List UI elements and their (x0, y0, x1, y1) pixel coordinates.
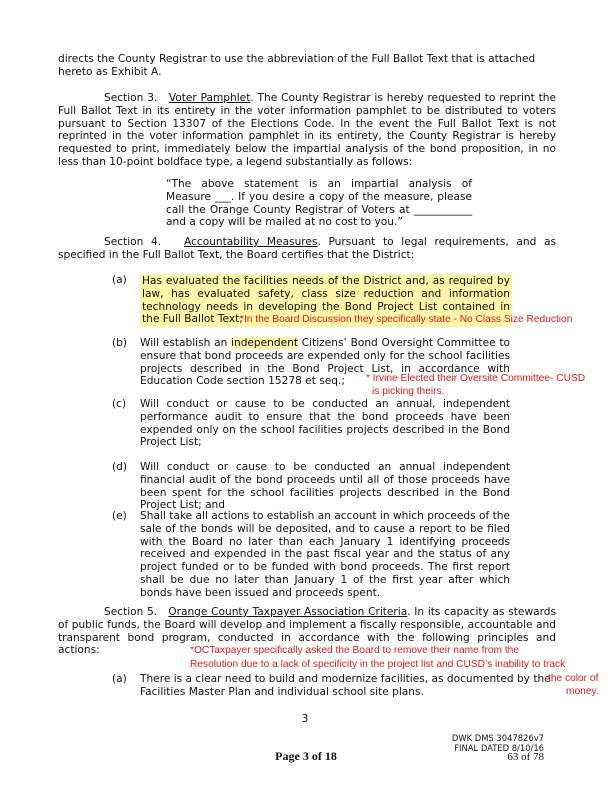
section-5-label: Section 5. (104, 606, 158, 618)
section-4-label: Section 4. (104, 236, 162, 248)
page-of-label: Page 3 of 18 (275, 749, 337, 763)
intro-paragraph (58, 53, 556, 79)
item-b-label: (b) (112, 337, 127, 349)
item-c-label: (c) (112, 398, 127, 410)
section-3-label: Section 3. (104, 92, 158, 104)
item-b-text-post: Citizens’ Bond Oversight Committee to ensure that bond proceeds are expended only for the school facilities projects described in the Bond Project List, in accordance with Education Code section 15278 et seq.; (140, 337, 510, 388)
item-c-text: Will conduct or cause to be conducted an annual, independent performance audit to ensure that the bond proceeds have been expended only on the school facilities projects described in the Bond Project List; (140, 398, 510, 449)
doc-id: DWK DMS 3047826v7 (451, 733, 544, 743)
section-5-item-a-line1: There is a clear need to build and modernize facilities, as documented by the (140, 673, 551, 685)
section-5-item-a-label: (a) (112, 673, 127, 685)
annotation-class-size: *In the Board Discussion they specifically state - No Class Size Reduction (240, 314, 573, 325)
annotation-octaxpayer-4: money. (566, 686, 599, 697)
section-4-heading: Accountability Measures (184, 236, 318, 248)
item-b-text-pre: Will establish an (140, 337, 232, 349)
annotation-oversight: * Irvine Elected their Oversite Committee- CUSD (366, 373, 586, 384)
intro-line: directs the County Registrar to use the abbreviation of the Full Ballot Text that is attached (58, 53, 536, 65)
section-5-heading: Orange County Taxpayer Association Criteria (168, 606, 408, 618)
annotation-octaxpayer-3: the color of (548, 673, 599, 684)
page-of-total: 63 of 78 (507, 751, 544, 763)
section-3-heading: Voter Pamphlet (168, 92, 251, 104)
item-e-label: (e) (112, 510, 127, 522)
section-5-item-a-line2: Facilities Master Plan and individual school site plans. (140, 686, 424, 698)
highlight-independent: independent (231, 337, 298, 349)
annotation-octaxpayer-1: *OCTaxpayer specifically asked the Board to remove their name from the (190, 645, 519, 656)
annotation-oversight-cont: is picking theirs. (372, 386, 445, 397)
section-3-paragraph (58, 92, 556, 169)
annotation-octaxpayer-2: Resolution due to a lack of specificity in the project list and CUSD’s inability to track (190, 659, 566, 670)
section-4-paragraph (58, 236, 556, 262)
item-d-label: (d) (112, 461, 127, 473)
intro-line: hereto as Exhibit A. (58, 65, 162, 78)
item-d-text: Will conduct or cause to be conducted an annual independent financial audit of the bond proceeds until all of those proceeds have been spent for the school facilities projects described in the Bond Project List; and (140, 461, 510, 512)
section-5-text: . In its capacity as stewards of public funds, the Board will develop and implement a fiscally responsible, accountable and transparent bond program, conducted in accordance with the following principles and actions: (58, 606, 557, 657)
final-dated: FINAL DATED 8/10/16 (454, 743, 544, 753)
section-4-text: . Pursuant to legal requirements, and as specified in the Full Ballot Text, the Board certifies that the District: (58, 236, 556, 261)
page-number: 3 (301, 713, 309, 725)
item-a-label: (a) (112, 274, 127, 286)
item-a-text: Has evaluated the facilities needs of the District and, as required by law, has evaluated safety, class size reduction and information technology needs in developing the Bond Project List contained in the Full Ballot Text; (142, 275, 510, 326)
section-3-text: . The County Registrar is hereby requested to reprint the Full Ballot Text in its entirety in the voter information pamphlet to be distributed to voters pursuant to Section 13307 of the Elections Code. In the event the Full Ballot Text is not reprinted in the voter information pamphlet in its entirety, the County Registrar is hereby requested to print, immediately below the impartial analysis of the bond proposition, in no less than 10-point boldface type, a legend substantially as follows: (58, 92, 556, 168)
section-3-quote: “The above statement is an impartial analysis of Measure ___. If you desire a copy of the measure, please call the Orange County Registrar of Voters at ___________ and a copy will be mailed at no cost to you.” (166, 178, 472, 229)
item-e-text: Shall take all actions to establish an account in which proceeds of the sale of the bonds will be deposited, and to cause a report to be filed with the Board no later than each January 1 identifying proceeds received and expended in the past fiscal year and the status of any project funded or to be funded with bond proceeds. The first report shall be due no later than January 1 of the first year after which bonds have been issued and proceeds spent. (140, 510, 510, 599)
